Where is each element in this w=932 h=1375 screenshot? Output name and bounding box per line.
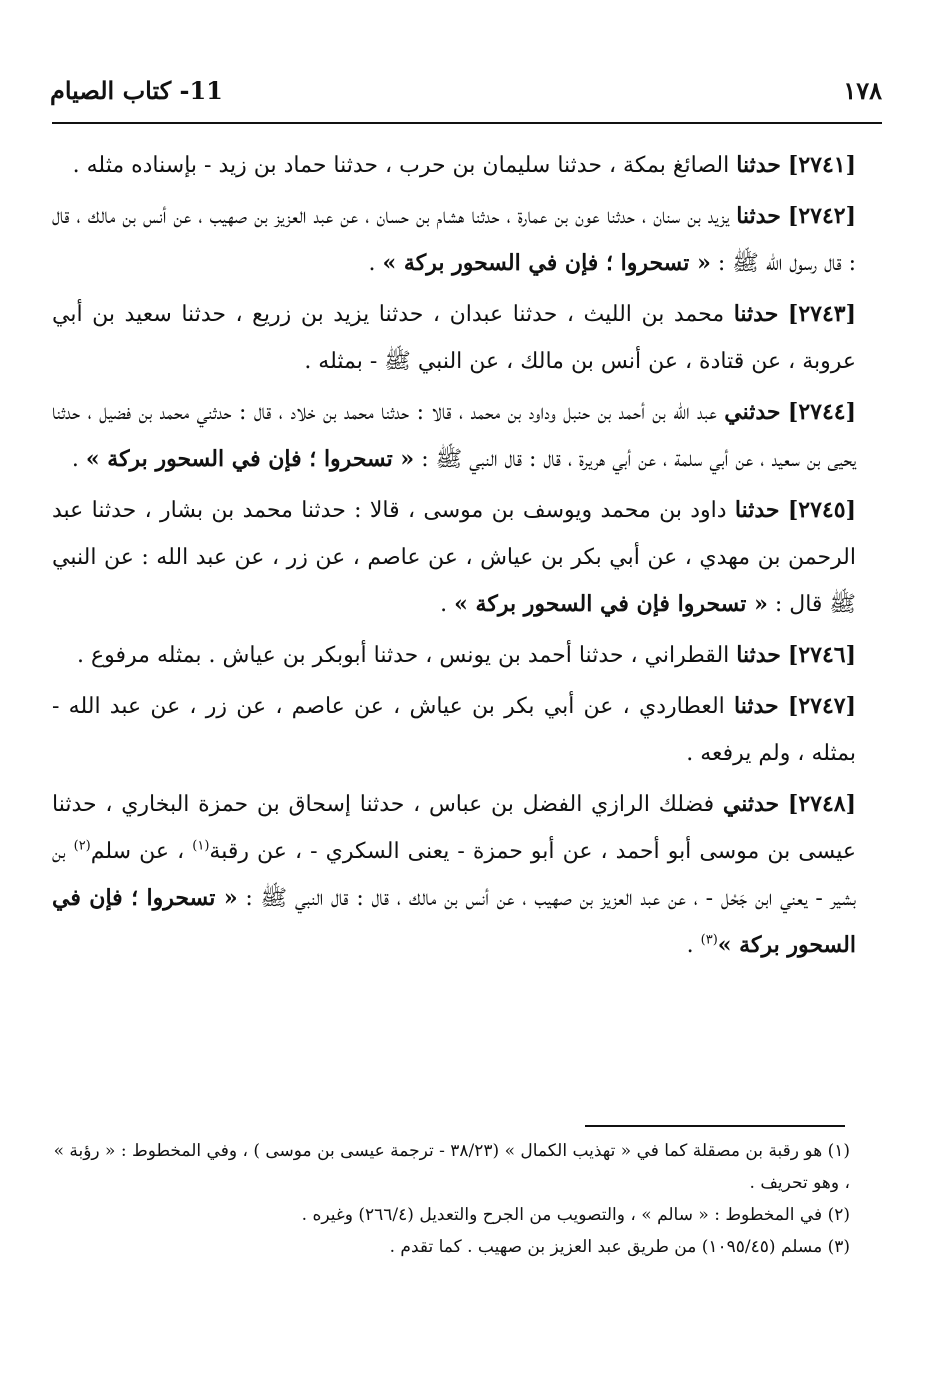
narration-lead: حدثنا	[734, 693, 779, 719]
hadith-paragraph	[52, 632, 856, 679]
hadith-paragraph	[52, 291, 856, 385]
hadith-text: القطراني ، حدثنا أحمد بن يونس ، حدثنا أبوبكر بن عياش . بمثله مرفوع .	[77, 643, 730, 668]
prophetic-saying: « تسحروا ؛ فإن في السحور بركة »	[382, 250, 711, 276]
hadith-text: العطاردي ، عن أبي بكر بن عياش ، عن عاصم ، عن زر ، عن عبد الله - بمثله ، ولم يرفعه .	[52, 694, 856, 766]
footnote-ref[interactable]: (٢)	[73, 838, 91, 854]
hadith-paragraph	[52, 683, 856, 777]
hadith-number: [٢٧٤٥]	[787, 497, 856, 523]
hadith-paragraph	[52, 389, 856, 483]
footnote: (٢) في المخطوط : « سالم » ، والتصويب من الجرح والتعديل (٢٦٦/٤) وغيره .	[301, 1205, 850, 1225]
sentence-end: .	[71, 447, 79, 472]
hadith-text: محمد بن الليث ، حدثنا عبدان ، حدثنا يزيد بن زريع ، حدثنا سعيد بن أبي عروبة ، عن قتادة ، عن أنس بن مالك ، عن النبي ﷺ - بمثله .	[52, 302, 856, 374]
narration-lead: حدثنا	[733, 301, 779, 327]
footnote-ref[interactable]: (٣)	[700, 932, 718, 948]
footnote-ref[interactable]: (١)	[192, 838, 210, 854]
prophetic-saying: « تسحروا ؛ فإن في السحور بركة »	[52, 885, 856, 958]
hadith-text-body	[52, 142, 856, 973]
sentence-end: .	[368, 251, 376, 276]
prophetic-saying: « تسحروا فإن في السحور بركة »	[454, 591, 768, 617]
page-header	[50, 72, 882, 114]
prophetic-saying: « تسحروا ؛ فإن في السحور بركة »	[85, 446, 415, 472]
hadith-paragraph	[52, 193, 856, 287]
hadith-paragraph	[52, 781, 856, 969]
narration-lead: حدثنا	[736, 203, 781, 229]
narration-lead: حدثنا	[736, 152, 781, 178]
narration-lead: حدثنا	[736, 642, 781, 668]
narration-lead: حدثني	[724, 399, 781, 425]
hadith-paragraph	[52, 487, 856, 628]
narration-lead: حدثني	[722, 791, 780, 817]
hadith-text: عبد الله بن أحمد بن حنبل وداود بن محمد ، قالا : حدثنا محمد بن خلاد ، قال : حدثني محمد بن فضيل ، حدثنا يحيى بن سعيد ، عن أبي سلمة ، عن أبي هريرة ، قال : قال النبي ﷺ :	[52, 400, 856, 472]
hadith-text: فضلك الرازي الفضل بن عباس ، حدثنا إسحاق بن حمزة البخاري ، حدثنا عيسى بن موسى أبو أحمد ، عن أبو حمزة - يعنى السكري - ، عن رقبة	[52, 792, 856, 864]
footnote: (١) هو رقبة بن مصقلة كما في « تهذيب الكمال » (٣٨/٢٣ - ترجمة عيسى بن موسى ) ، وفي المخطوط : « رؤبة » ، وهو تحريف .	[53, 1141, 850, 1193]
hadith-paragraph	[52, 142, 856, 189]
header-rule	[52, 122, 882, 124]
sentence-end: .	[686, 933, 694, 958]
hadith-text: يزيد بن سنان ، حدثنا عون بن عمارة ، حدثنا هشام بن حسان ، عن عبد العزيز بن صهيب ، عن أنس بن مالك ، قال : قال رسول الله ﷺ :	[52, 204, 856, 276]
hadith-number: [٢٧٤٦]	[787, 642, 856, 668]
hadith-number: [٢٧٤١]	[787, 152, 856, 178]
hadith-number: [٢٧٤٣]	[787, 301, 856, 327]
page-number: ١٧٨	[843, 76, 882, 105]
hadith-number: [٢٧٤٢]	[787, 203, 856, 229]
hadith-text: ، عن سلم	[90, 839, 185, 864]
running-title: 11- كتاب الصيام	[50, 76, 223, 105]
hadith-text: داود بن محمد ويوسف بن موسى ، قالا : حدثنا محمد بن بشار ، حدثنا عبد الرحمن بن مهدي ، عن أبي بكر بن عياش ، عن عاصم ، عن زر ، عن عبد الله : عن النبي ﷺ قال :	[52, 498, 856, 617]
footnotes	[52, 1135, 850, 1263]
hadith-number: [٢٧٤٤]	[787, 399, 857, 425]
hadith-number: [٢٧٤٨]	[787, 791, 856, 817]
sentence-end: .	[440, 592, 448, 617]
hadith-text: الصائغ بمكة ، حدثنا سليمان بن حرب ، حدثنا حماد بن زيد - بإسناده مثله .	[72, 153, 730, 178]
hadith-number: [٢٧٤٧]	[787, 693, 856, 719]
hadith-text: بن بشير - يعني ابن جَحْل - ، عن عبد العزيز بن صهيب ، عن أنس بن مالك ، قال : قال النبي ﷺ :	[52, 839, 856, 911]
narration-lead: حدثنا	[734, 497, 780, 523]
footnote: (٣) مسلم (١٠٩٥/٤٥) من طريق عبد العزيز بن صهيب . كما تقدم .	[389, 1237, 850, 1257]
footnote-rule	[585, 1125, 845, 1127]
